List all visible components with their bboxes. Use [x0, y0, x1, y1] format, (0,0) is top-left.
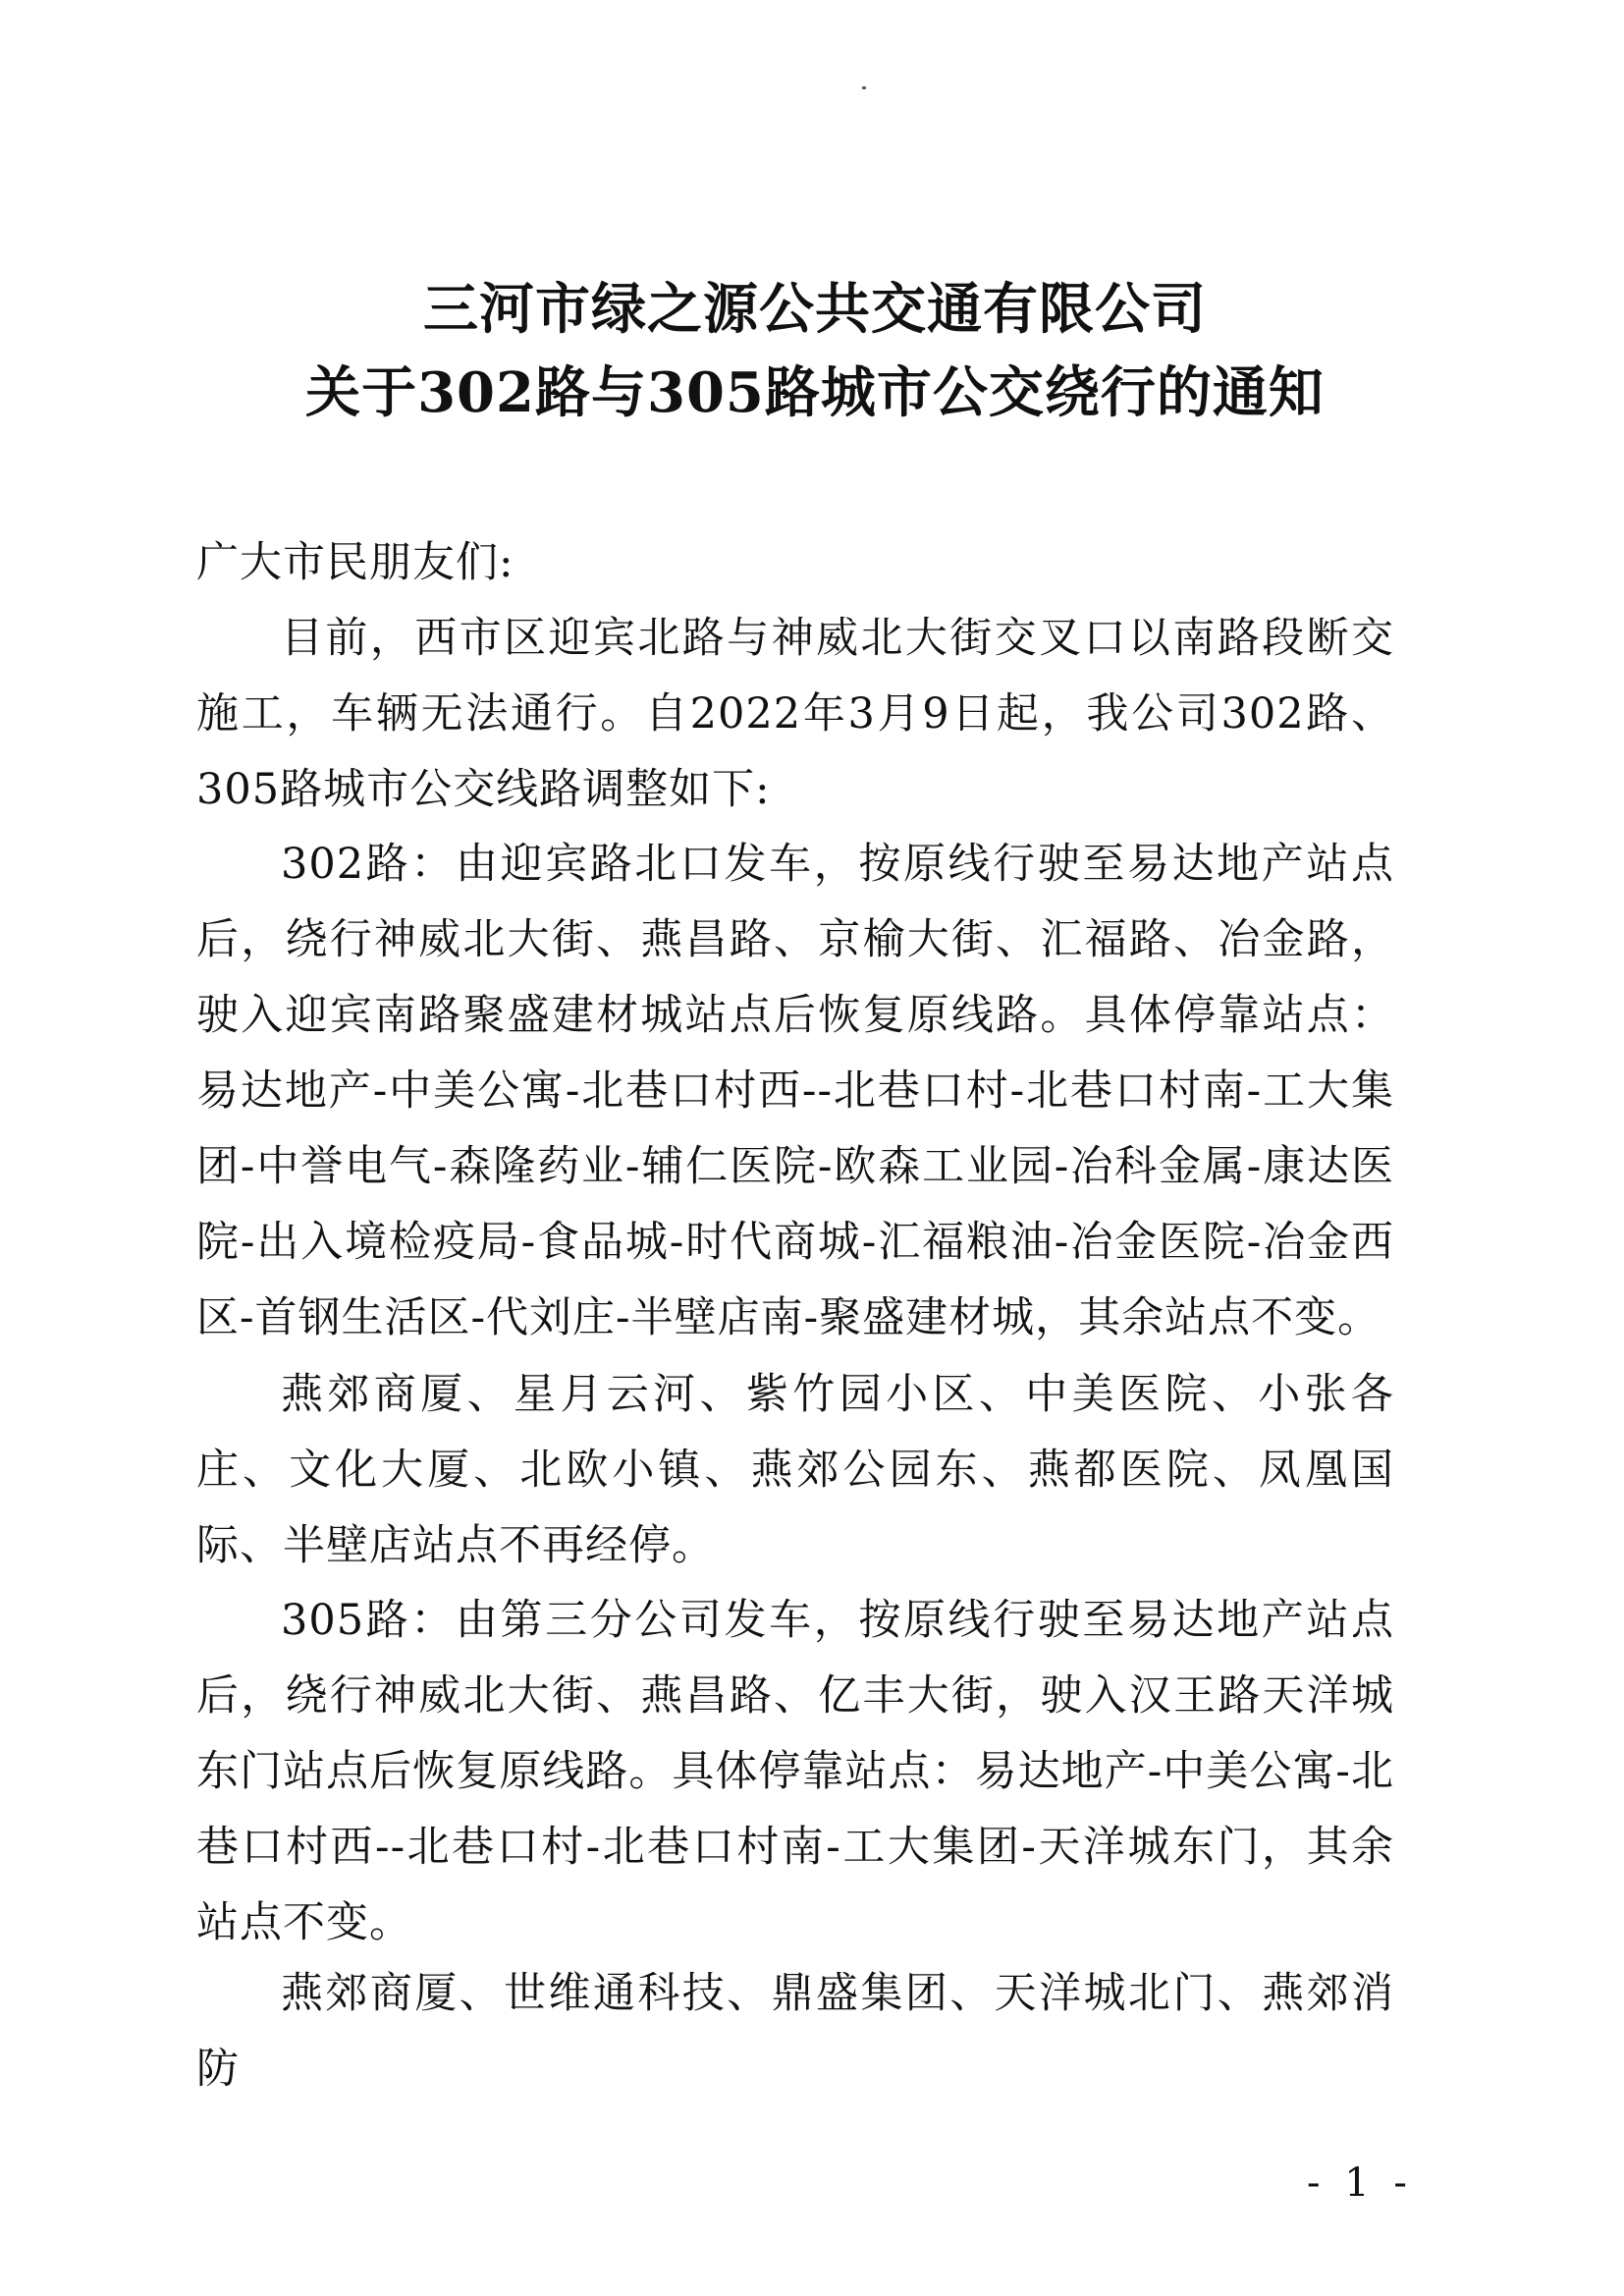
- paragraph-text: 302路：由迎宾路北口发车，按原线行驶至易达地产站点后，绕行神威北大街、燕昌路、京榆大街、汇福路、冶金路，驶入迎宾南路聚盛建材城站点后恢复原线路。具体停靠站点：易达地产-中美公寓-北巷口村西--北巷口村-北巷口村南-工大集团-中誉电气-森隆药业-辅仁医院-欧森工业园-冶科金属-康达医院-出入境检疫局-食品城-时代商城-汇福粮油-冶金医院-冶金西区-首钢生活区-代刘庄-半壁店南-聚盛建材城，其余站点不变。: [196, 840, 1394, 1342]
- salutation: 广大市民朋友们:: [196, 538, 514, 587]
- paragraph-text: 燕郊商厦、星月云河、紫竹园小区、中美医院、小张各庄、文化大厦、北欧小镇、燕郊公园东、燕都医院、凤凰国际、半壁店站点不再经停。: [196, 1370, 1394, 1570]
- paragraph-text: 燕郊商厦、世维通科技、鼎盛集团、天洋城北门、燕郊消防: [196, 1969, 1394, 2094]
- paragraph-intro: [196, 601, 1394, 828]
- document-title-line-1: 三河市绿之源公共交通有限公司: [423, 277, 1207, 342]
- paragraph-text: 305路：由第三分公司发车，按原线行驶至易达地产站点后，绕行神威北大街、燕昌路、亿丰大街，驶入汉王路天洋城东门站点后恢复原线路。具体停靠站点：易达地产-中美公寓-北巷口村西--北巷口村-北巷口村南-工大集团-天洋城东门，其余站点不变。: [196, 1596, 1394, 1947]
- paragraph-route-302: [196, 827, 1394, 1356]
- page-number: - 1 -: [1307, 2160, 1413, 2206]
- document-title-line-2: 关于302路与305路城市公交绕行的通知: [305, 360, 1325, 425]
- paragraph-text: 目前，西市区迎宾北路与神威北大街交叉口以南路段断交施工，车辆无法通行。自2022年3月9日起，我公司302路、305路城市公交线路调整如下:: [196, 614, 1394, 814]
- paragraph-302-skipped-stops: [196, 1357, 1394, 1584]
- paragraph-305-skipped-stops: [196, 1956, 1394, 2107]
- scan-speck: [862, 86, 866, 89]
- paragraph-route-305: [196, 1583, 1394, 1961]
